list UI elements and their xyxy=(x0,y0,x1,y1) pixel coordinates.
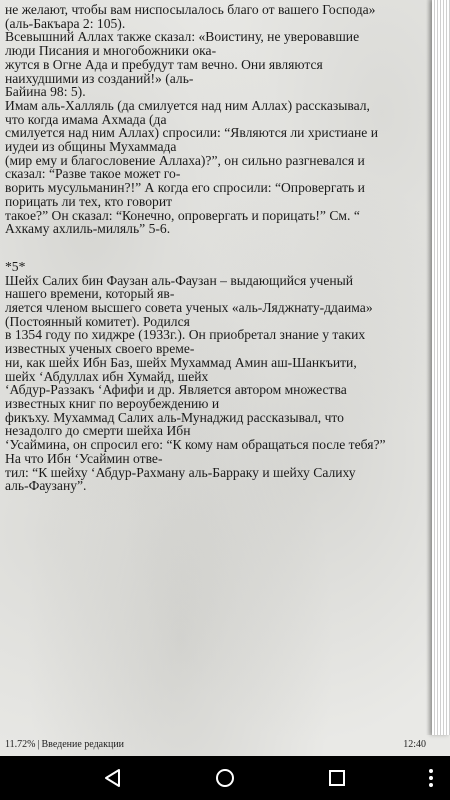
text-line: Ахкаму ахлиль-миляль” 5-6. xyxy=(5,221,171,237)
text-line: известных книг по вероубеждению и xyxy=(5,395,220,411)
overflow-menu-button[interactable] xyxy=(424,764,438,792)
text-line: (аль-Бакъара 2: 105). xyxy=(5,15,126,31)
text-line: Шейх Салих бин Фаузан аль-Фаузан – выдающийся ученый xyxy=(5,272,354,288)
page-stack-edge xyxy=(432,0,450,735)
progress-percent: 11.72% xyxy=(5,739,36,750)
text-line: незадолго до смерти шейха Ибн xyxy=(5,423,191,439)
text-line: Всевышний Аллах также сказал: «Воистину, не уверовавшие xyxy=(5,29,360,45)
text-line: Имам аль-Халляль (да смилуется над ним Аллах) рассказывал, xyxy=(5,97,370,113)
recent-apps-button[interactable] xyxy=(323,764,351,792)
text-line: такое?” Он сказал: “Конечно, опровергать и порицать!” См. “ xyxy=(5,207,360,223)
text-line: что когда имама Ахмада (да xyxy=(5,111,167,127)
overflow-dots-icon xyxy=(428,768,434,788)
back-triangle-icon xyxy=(103,768,123,788)
text-line: жутся в Огне Ада и пребудут там вечно. Они являются xyxy=(5,56,323,72)
footnote-marker: *5* xyxy=(5,258,26,274)
text-line: Байина 98: 5). xyxy=(5,84,86,100)
text-line: ни, как шейх Ибн Баз, шейх Мухаммад Амин аш-Шанкъити, xyxy=(5,354,357,370)
text-line: нашего времени, который яв- xyxy=(5,286,175,302)
text-line: иудеи из общины Мухаммада xyxy=(5,139,177,155)
paragraph-gap xyxy=(5,236,425,260)
page-text xyxy=(5,3,425,493)
text-line: ‘Усаймина, он спросил его: “К кому нам обращаться после тебя?” xyxy=(5,437,386,453)
home-circle-icon xyxy=(214,767,236,789)
text-line: (мир ему и благословение Аллаха)?”, он сильно разгневался и xyxy=(5,152,365,168)
text-line: фикъху. Мухаммад Салих аль-Мунаджид рассказывал, что xyxy=(5,409,344,425)
text-line: известных ученых своего време- xyxy=(5,341,195,357)
progress-info[interactable] xyxy=(5,739,124,750)
footer-separator: | xyxy=(37,739,40,750)
home-button[interactable] xyxy=(211,764,239,792)
text-line: сказал: “Разве такое может го- xyxy=(5,166,181,182)
clock-time: 12:40 xyxy=(403,739,426,750)
text-line: На что Ибн ‘Усаймин отве- xyxy=(5,450,163,466)
text-line: люди Писания и многобожники ока- xyxy=(5,43,217,59)
recent-square-icon xyxy=(327,768,347,788)
text-line: ворить мусульманин?!” А когда его спросили: “Опровергать и xyxy=(5,180,365,196)
android-navigation-bar xyxy=(0,756,450,800)
text-line: в 1354 году по хиджре (1933г.). Он приобретал знание у таких xyxy=(5,327,366,343)
text-line: порицать ли тех, кто говорит xyxy=(5,193,173,209)
text-line: аль-Фаузану”. xyxy=(5,478,87,494)
text-line: не желают, чтобы вам ниспосылалось благо от вашего Господа» xyxy=(5,2,376,17)
chapter-title: Введение редакции xyxy=(41,739,125,750)
text-line: смилуется над ним Аллах) спросили: “Являются ли христиане и xyxy=(5,125,378,141)
reader-footer xyxy=(0,735,450,756)
text-line: тил: “К шейху ‘Абдур-Рахману аль-Барраку и шейху Салиху xyxy=(5,464,356,480)
text-line: наихудшими из созданий!» (аль- xyxy=(5,70,194,86)
text-line: ‘Абдур-Раззакъ ‘Афифи и др. Является автором множества xyxy=(5,382,347,398)
text-line: (Постоянный комитет). Родился xyxy=(5,313,190,329)
back-button[interactable] xyxy=(99,764,127,792)
text-line: шейх ‘Абдуллах ибн Хумайд, шейх xyxy=(5,368,209,384)
text-line: ляется членом высшего совета ученых «аль-Ляджнату-ддаима» xyxy=(5,300,373,316)
